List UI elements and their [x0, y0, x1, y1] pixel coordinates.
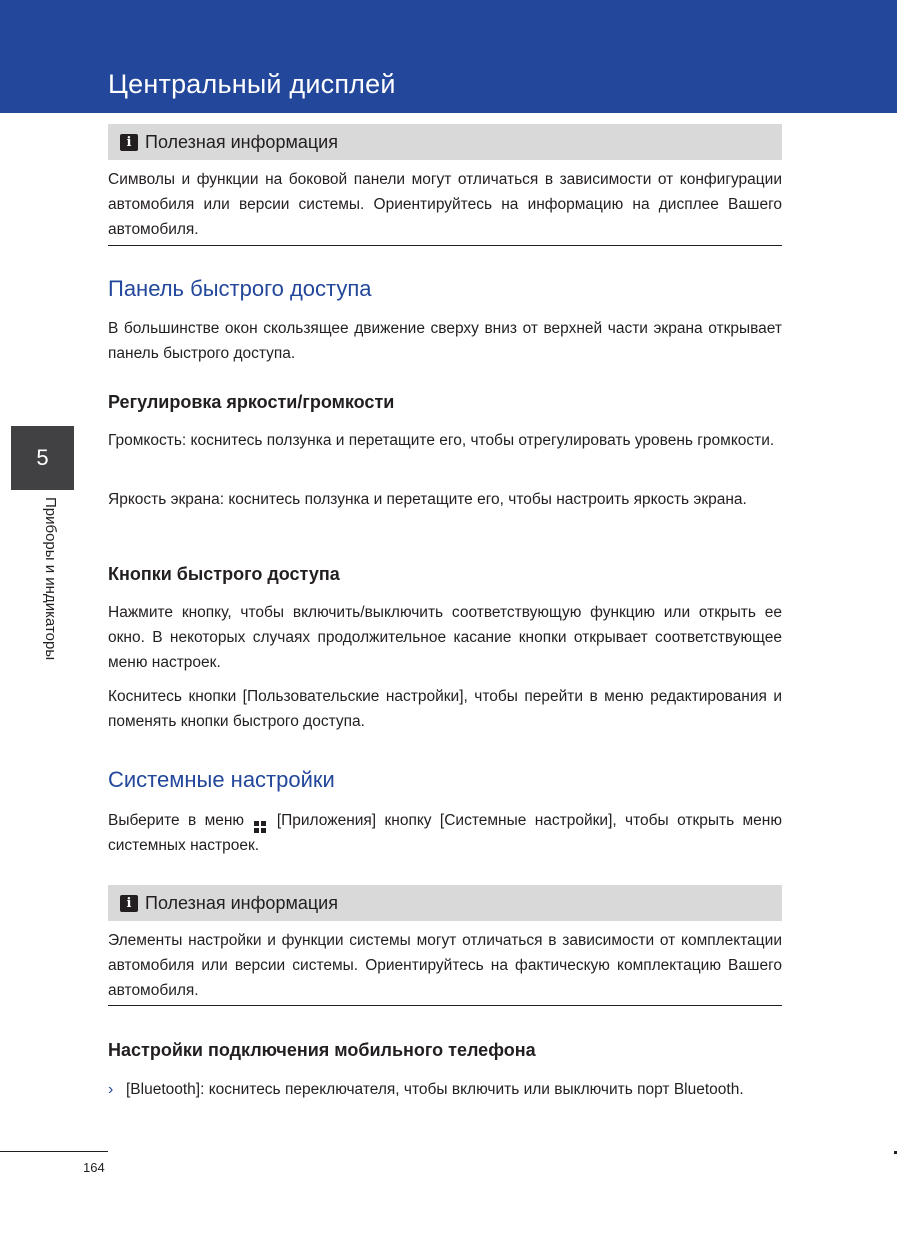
system-settings-text-after: [Приложения] кнопку [Системные настройки], чтобы открыть меню системных настроек.: [108, 812, 782, 854]
info-box-header: [108, 124, 782, 160]
apps-grid-icon: [254, 821, 266, 833]
system-settings-text: [108, 808, 782, 858]
page-number: 164: [83, 1160, 105, 1175]
info-box-header-2: [108, 885, 782, 921]
chevron-right-icon: ›: [108, 1081, 114, 1098]
section-heading-quick-panel: Панель быстрого доступа: [108, 276, 372, 301]
info-box-divider-2: [108, 1005, 782, 1006]
custom-settings-text: Коснитесь кнопки [Пользовательские настройки], чтобы перейти в меню редактирования и поменять кнопки быстрого доступа.: [108, 688, 782, 730]
subsection-heading-phone-connection: Настройки подключения мобильного телефона: [108, 1040, 536, 1060]
info-box-text-2: Элементы настройки и функции системы могут отличаться в зависимости от комплектации автомобиля или версии системы. Ориентируйтесь на фактическую комплектацию Вашего автомобиля.: [108, 932, 782, 999]
system-settings-text-before: Выберите в меню: [108, 812, 245, 829]
page-header: [0, 0, 897, 113]
quick-panel-text: В большинстве окон скользящее движение сверху вниз от верхней части экрана открывает панель быстрого доступа.: [108, 320, 782, 362]
volume-text: Громкость: коснитесь ползунка и перетащите его, чтобы отрегулировать уровень громкости.: [108, 432, 775, 449]
footer-divider: [0, 1151, 108, 1152]
brightness-text: Яркость экрана: коснитесь ползунка и перетащите его, чтобы настроить яркость экрана.: [108, 491, 747, 508]
section-heading-system-settings: Системные настройки: [108, 767, 335, 792]
list-item: [108, 1077, 782, 1102]
chapter-number: 5: [36, 445, 49, 470]
info-box-text: Символы и функции на боковой панели могут отличаться в зависимости от конфигурации автомобиля или версии системы. Ориентируйтесь на информацию на дисплее Вашего автомобиля.: [108, 171, 782, 238]
info-box-title-2: Полезная информация: [145, 892, 338, 913]
quick-buttons-text: Нажмите кнопку, чтобы включить/выключить соответствующую функцию или открыть ее окно. В некоторых случаях продолжительное касание кнопки открывает соответствующее меню настроек.: [108, 604, 782, 671]
subsection-heading-brightness-volume: Регулировка яркости/громкости: [108, 392, 395, 412]
subsection-heading-quick-buttons: Кнопки быстрого доступа: [108, 564, 340, 584]
chapter-tab: [11, 426, 74, 490]
info-icon: i: [120, 895, 138, 912]
chapter-label: Приборы и индикаторы: [42, 497, 59, 661]
page-title: Центральный дисплей: [108, 69, 396, 99]
info-icon: i: [120, 134, 138, 151]
bluetooth-text: [Bluetooth]: коснитесь переключателя, чтобы включить или выключить порт Bluetooth.: [126, 1081, 744, 1098]
info-box-divider: [108, 245, 782, 246]
info-box-title: Полезная информация: [145, 131, 338, 152]
